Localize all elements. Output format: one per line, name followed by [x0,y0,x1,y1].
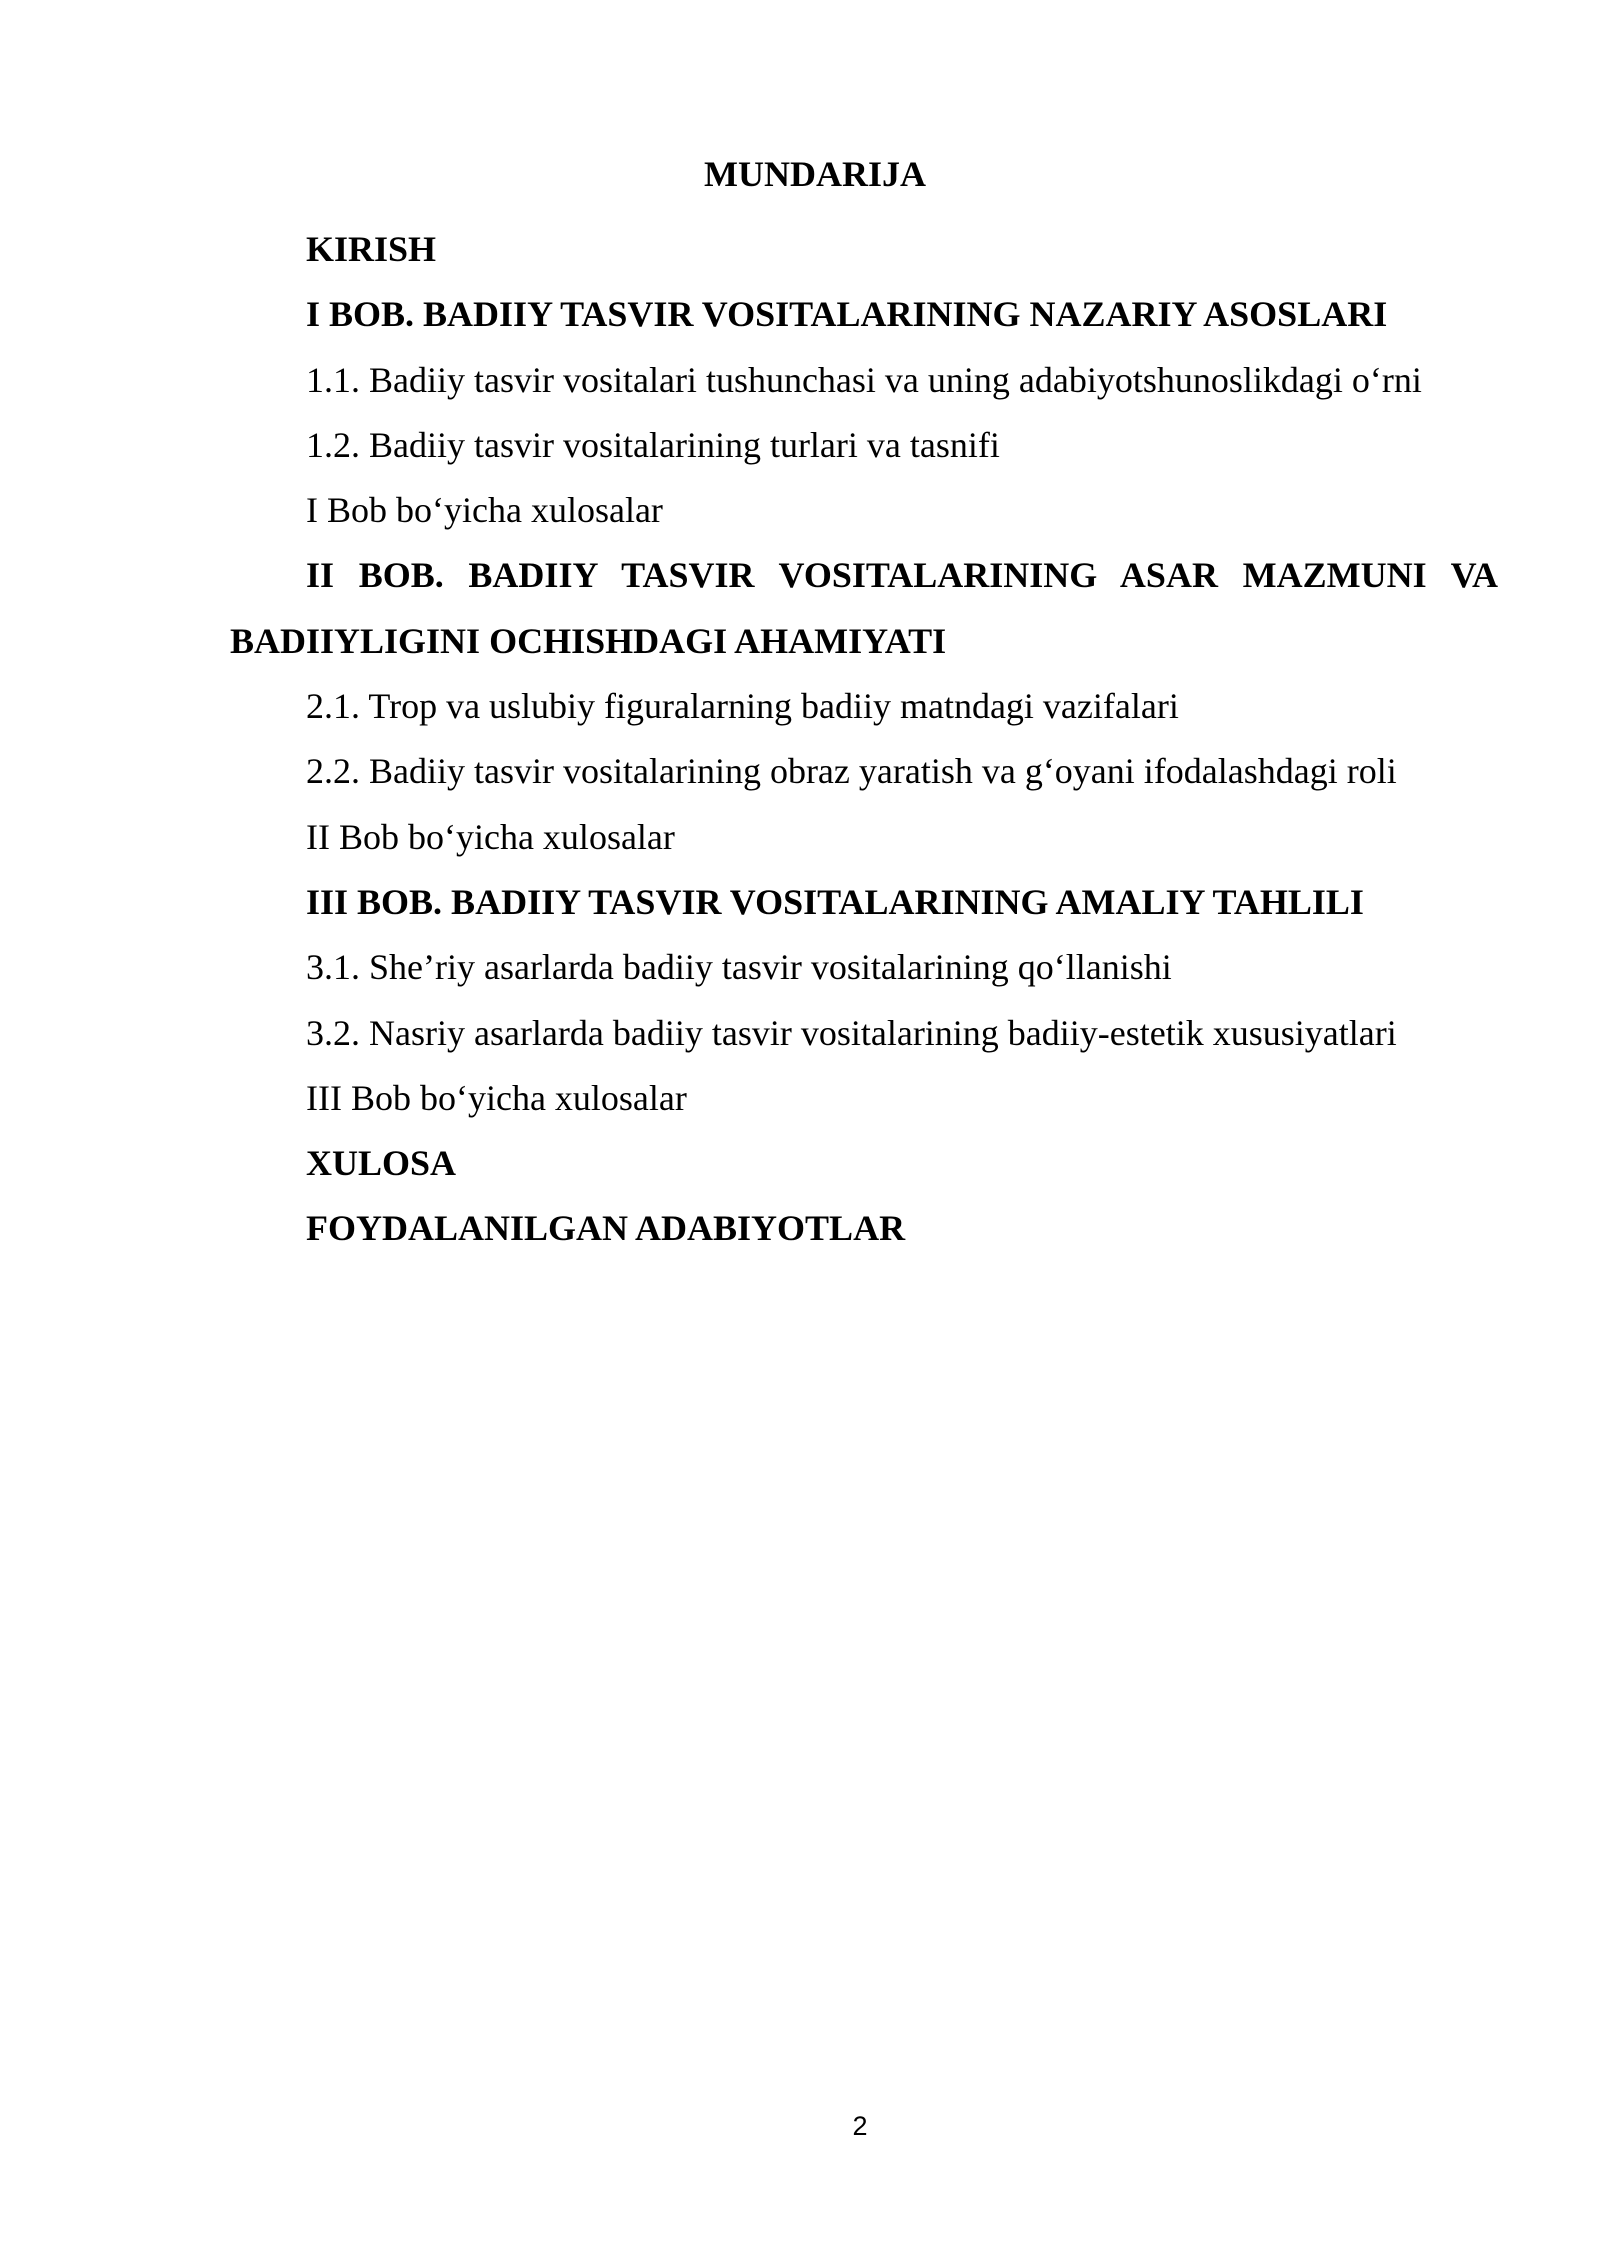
toc-entry-chapter-2-line-2: BADIIYLIGINI OCHISHDAGI AHAMIYATI [230,620,947,661]
toc-entry-references: FOYDALANILGAN ADABIYOTLAR [306,1208,906,1249]
toc-entry-chapter-2 [230,543,1498,674]
toc-entry-section-1-1: 1.1. Badiiy tasvir vositalari tushunchasi va uning adabiyotshunoslikdagi o‘rni [306,359,1422,400]
toc-entry-introduction: KIRISH [306,229,437,269]
toc-entry-chapter-1: I BOB. BADIIY TASVIR VOSITALARINING NAZARIY ASOSLARI [306,294,1388,335]
toc-entry-section-3-2: 3.2. Nasriy asarlarda badiiy tasvir vositalarining badiiy-estetik xususiyatlari [306,1012,1397,1053]
toc-entry-section-1-2: 1.2. Badiiy tasvir vositalarining turlari va tasnifi [306,424,1000,465]
toc-heading: MUNDARIJA [704,154,926,194]
toc-entry-chapter-3: III BOB. BADIIY TASVIR VOSITALARINING AMALIY TAHLILI [306,881,1364,922]
table-of-contents [230,217,1498,1262]
toc-entry-chapter-2-line-1: II BOB. BADIIY TASVIR VOSITALARINING ASAR MAZMUNI VA [306,555,1498,596]
page-number: 2 [852,2111,868,2141]
toc-entry-conclusion: XULOSA [306,1143,457,1184]
toc-entry-chapter-1-conclusions: I Bob bo‘yicha xulosalar [306,490,663,531]
toc-entry-section-2-2: 2.2. Badiiy tasvir vositalarining obraz yaratish va g‘oyani ifodalashdagi roli [306,751,1397,792]
toc-entry-section-3-1: 3.1. She’riy asarlarda badiiy tasvir vositalarining qo‘llanishi [306,947,1172,988]
toc-entry-chapter-3-conclusions: III Bob bo‘yicha xulosalar [306,1077,687,1118]
toc-entry-chapter-2-conclusions: II Bob bo‘yicha xulosalar [306,816,675,857]
toc-entry-section-2-1: 2.1. Trop va uslubiy figuralarning badiiy matndagi vazifalari [306,686,1179,727]
